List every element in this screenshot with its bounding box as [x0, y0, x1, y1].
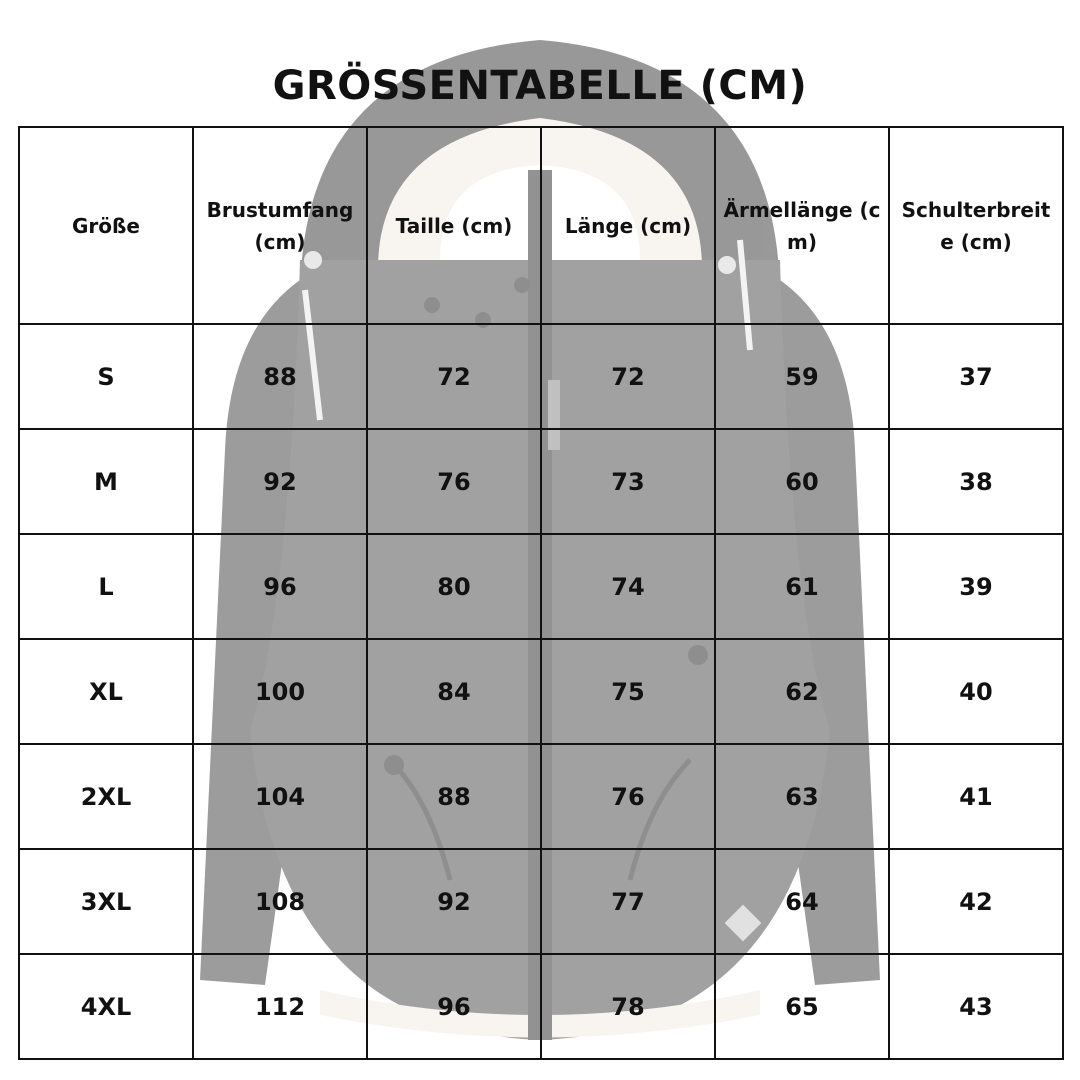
length-cell: 73: [541, 429, 715, 534]
waist-cell: 80: [367, 534, 541, 639]
sleeve-cell: 59: [715, 324, 889, 429]
shoulder-cell: 40: [889, 639, 1063, 744]
length-cell: 74: [541, 534, 715, 639]
sleeve-cell: 65: [715, 954, 889, 1059]
shoulder-cell: 37: [889, 324, 1063, 429]
table-row: [19, 324, 1063, 429]
sleeve-cell: 60: [715, 429, 889, 534]
table-row: [19, 849, 1063, 954]
sleeve-cell: 64: [715, 849, 889, 954]
size-cell: XL: [19, 639, 193, 744]
size-cell: 2XL: [19, 744, 193, 849]
sleeve-cell: 62: [715, 639, 889, 744]
waist-cell: 92: [367, 849, 541, 954]
length-cell: 78: [541, 954, 715, 1059]
chest-cell: 88: [193, 324, 367, 429]
chest-cell: 100: [193, 639, 367, 744]
header-waist: Taille (cm): [367, 127, 541, 324]
waist-cell: 96: [367, 954, 541, 1059]
shoulder-cell: 41: [889, 744, 1063, 849]
size-cell: 3XL: [19, 849, 193, 954]
header-size: Größe: [19, 127, 193, 324]
header-length: Länge (cm): [541, 127, 715, 324]
chest-cell: 108: [193, 849, 367, 954]
waist-cell: 76: [367, 429, 541, 534]
length-cell: 76: [541, 744, 715, 849]
table-row: [19, 429, 1063, 534]
table-row: [19, 639, 1063, 744]
size-cell: M: [19, 429, 193, 534]
chest-cell: 96: [193, 534, 367, 639]
header-shoulder: Schulterbreite (cm): [889, 127, 1063, 324]
header-row: [19, 127, 1063, 324]
chest-cell: 92: [193, 429, 367, 534]
size-cell: L: [19, 534, 193, 639]
header-chest: Brustumfang (cm): [193, 127, 367, 324]
waist-cell: 72: [367, 324, 541, 429]
chest-cell: 104: [193, 744, 367, 849]
length-cell: 77: [541, 849, 715, 954]
chest-cell: 112: [193, 954, 367, 1059]
waist-cell: 84: [367, 639, 541, 744]
shoulder-cell: 43: [889, 954, 1063, 1059]
table-row: [19, 534, 1063, 639]
length-cell: 72: [541, 324, 715, 429]
sleeve-cell: 61: [715, 534, 889, 639]
table-row: [19, 954, 1063, 1059]
shoulder-cell: 42: [889, 849, 1063, 954]
shoulder-cell: 39: [889, 534, 1063, 639]
size-cell: 4XL: [19, 954, 193, 1059]
length-cell: 75: [541, 639, 715, 744]
sleeve-cell: 63: [715, 744, 889, 849]
shoulder-cell: 38: [889, 429, 1063, 534]
page-title: GRÖSSENTABELLE (CM): [272, 63, 808, 109]
header-sleeve: Ärmellänge (cm): [715, 127, 889, 324]
table-row: [19, 744, 1063, 849]
waist-cell: 88: [367, 744, 541, 849]
size-cell: S: [19, 324, 193, 429]
size-chart-table: [18, 126, 1064, 1060]
